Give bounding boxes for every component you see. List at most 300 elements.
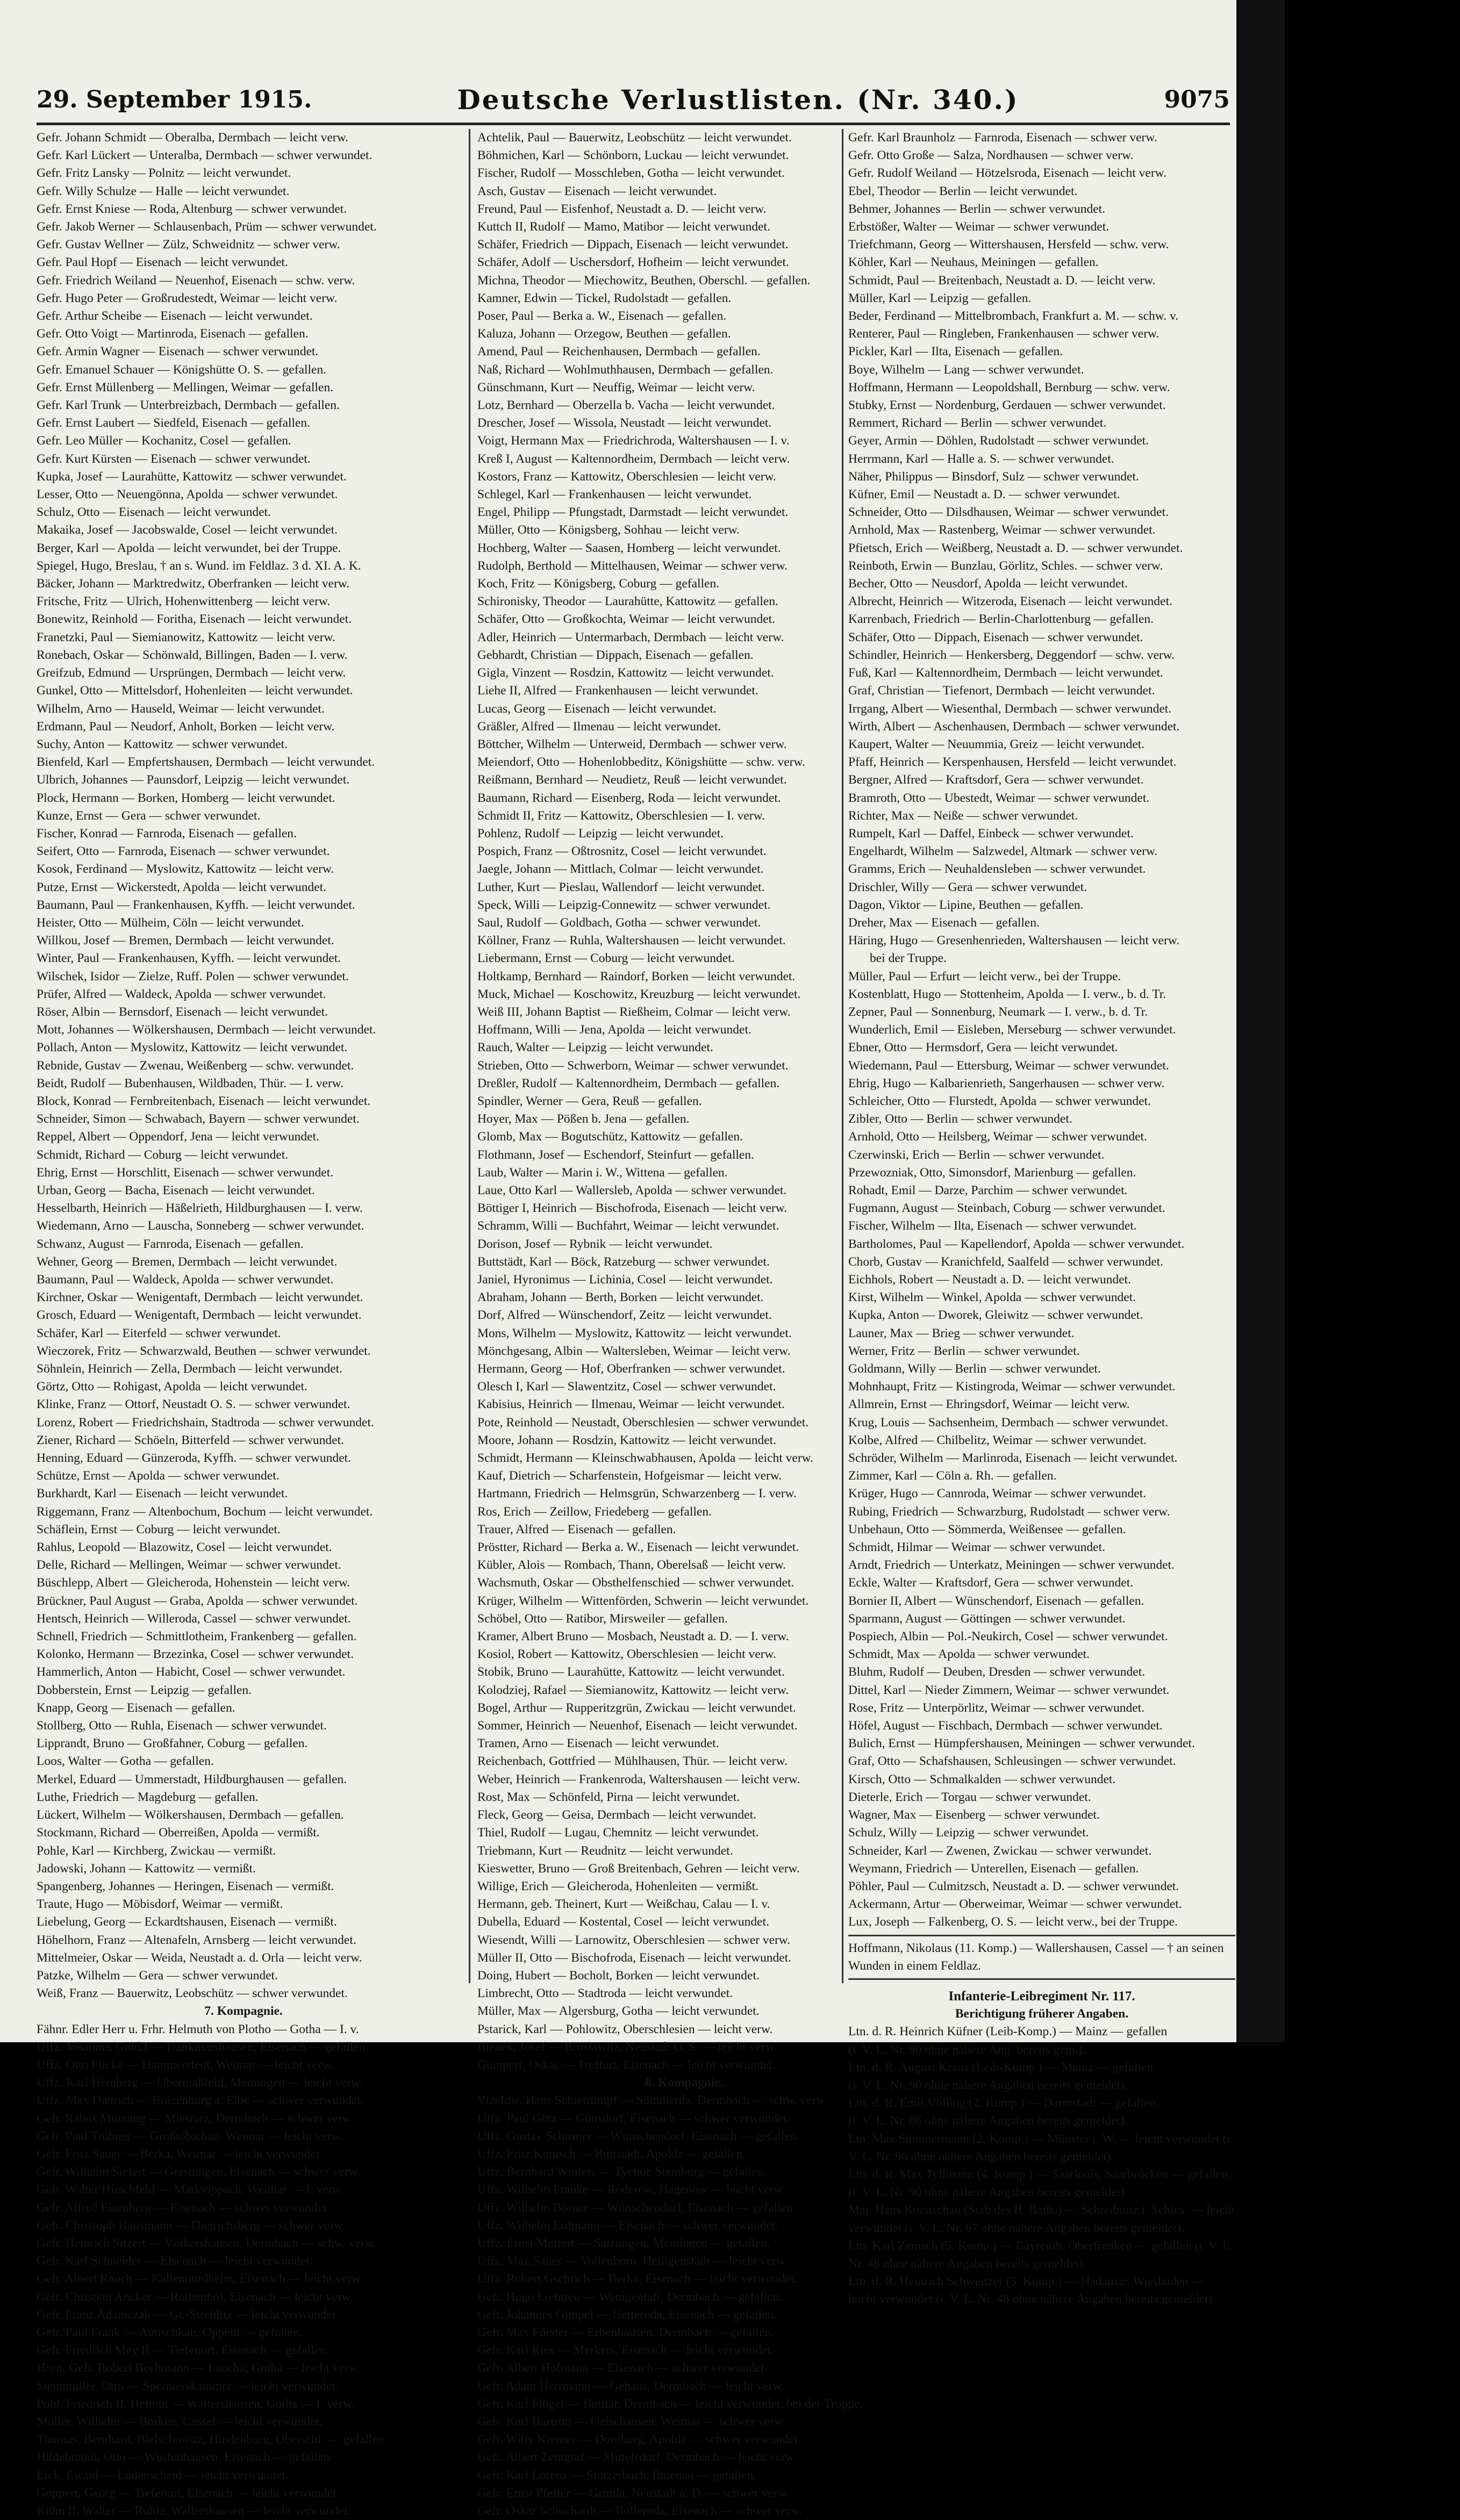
casualty-entry: Poser, Paul — Berka a. W., Eisenach — gefallen. [477,309,727,324]
casualty-entry: Uffz. Max Sauer — Vollenborn, Heiligenstadt — leicht verw. [477,2254,788,2268]
casualty-entry: Chorb, Gustav — Kranichfeld, Saalfeld — schwer verwundet. [848,1254,1164,1269]
casualty-entry: Pospich, Franz — Oßtrosnitz, Cosel — leicht verwundet. [477,844,767,859]
casualty-entry: Thiel, Rudolf — Lugau, Chemnitz — leicht verwundet. [477,1826,759,1840]
casualty-entry: Wunderlich, Emil — Eisleben, Merseburg — schwer verwundet. [848,1023,1176,1037]
casualty-entry: Höfel, August — Fischbach, Dermbach — schwer verwundet. [848,1719,1163,1733]
casualty-entry: Kostenblatt, Hugo — Stottenheim, Apolda — I. verw., b. d. Tr. [848,987,1166,1001]
casualty-entry: Pöhler, Paul — Culmitzsch, Neustadt a. D. — schwer verwundet. [848,1879,1179,1893]
casualty-entry: Gefr. Armin Wagner — Eisenach — schwer verwundet. [37,344,319,359]
casualty-entry: Schlegel, Karl — Frankenhausen — leicht verwundet. [477,487,752,502]
casualty-entry: Triebmann, Kurt — Reudnitz — leicht verwundet. [477,1843,733,1858]
header-rule [37,123,1230,125]
casualty-entry: Sparmann, August — Göttingen — schwer verwundet. [848,1611,1126,1626]
casualty-entry: Mönchgesang, Albin — Waltersleben, Weimar — leicht verw. [477,1344,791,1358]
correction-entry: (i. V. L. Nr. 90 ohne nähere Angaben bereits gemeldet). [848,2078,1128,2092]
casualty-entry: Gefr. Friedrich Mey II — Tiefenort, Eisenach — gefallen. [37,2343,330,2358]
casualty-entry: Dreher, Max — Eisenach — gefallen. [848,915,1040,930]
column-3 [848,129,1235,2307]
casualty-entry: Freund, Paul — Eisfenhof, Neustadt a. D. — leicht verw. [477,202,767,216]
casualty-entry: Mons, Wilhelm — Myslowitz, Kattowitz — leicht verwundet. [477,1326,792,1340]
casualty-entry: Graf, Christian — Tiefenort, Dermbach — leicht verwundet. [848,684,1155,698]
casualty-entry: Ackermann, Artur — Oberweimar, Weimar — schwer verwundet. [848,1897,1182,1912]
correction-entry: Ltn. d. R. Heinrich Küfner (Leib-Komp.) — Mainz — gefallen [848,2024,1168,2039]
casualty-entry: Stockmann, Richard — Oberreißen, Apolda — vermißt. [37,1826,320,1840]
casualty-entry: Weymann, Friedrich — Unterellen, Eisenach — gefallen. [848,1861,1139,1876]
casualty-entry: Behmer, Johannes — Berlin — schwer verwundet. [848,202,1106,216]
casualty-entry: Pohle, Karl — Kirchberg, Zwickau — vermißt. [37,1843,276,1858]
casualty-entry: Rost, Max — Schönfeld, Pirna — leicht verwundet. [477,1790,740,1804]
casualty-entry: Unbehaun, Otto — Sömmerda, Weißensee — gefallen. [848,1522,1126,1537]
casualty-entry: Gefr. Arthur Scheibe — Eisenach — leicht verwundet. [37,309,313,324]
casualty-entry: Gefr. Adam Herrmann — Gehaus, Dermbach — leicht verw. [477,2379,784,2393]
casualty-entry: Trauer, Alfred — Eisenach — gefallen. [477,1522,676,1537]
casualty-entry: Köllner, Franz — Ruhla, Waltershausen — leicht verwundet. [477,934,786,948]
casualty-entry: Liebelung, Georg — Eckardtshausen, Eisenach — vermißt. [37,1915,337,1929]
casualty-entry: Schnell, Friedrich — Schmittlotheim, Frankenberg — gefallen. [37,1629,357,1644]
header-date: 29. September 1915. [37,85,312,113]
casualty-entry: Laue, Otto Karl — Wallersleb, Apolda — schwer verwundet. [477,1183,787,1197]
casualty-entry: Gefr. Alfred Eisenberg — Eisenach — schwer verwundet. [37,2200,330,2215]
casualty-entry: Mohnhaupt, Fritz — Kistingroda, Weimar — schwer verwundet. [848,1380,1176,1394]
casualty-entry: Remmert, Richard — Berlin — schwer verwundet. [848,416,1107,430]
casualty-entry: Buttstädt, Karl — Böck, Ratzeburg — schwer verwundet. [477,1254,770,1269]
casualty-entry: Irrgang, Albert — Wiesenthal, Dermbach — schwer verwundet. [848,701,1172,716]
casualty-entry: Baumann, Paul — Waldeck, Apolda — schwer verwundet. [37,1273,334,1287]
casualty-entry: Willkou, Josef — Bremen, Dermbach — leicht verwundet. [37,934,334,948]
casualty-entry: Lesser, Otto — Neuengönna, Apolda — schwer verwundet. [37,487,338,502]
casualty-entry: Liebermann, Ernst — Coburg — leicht verwundet. [477,951,735,966]
casualty-entry: Bienfeld, Karl — Empfertshausen, Dermbach — leicht verwundet. [37,755,375,770]
casualty-entry: Wilschek, Isidor — Zielze, Ruff. Polen — schwer verwundet. [37,969,349,983]
casualty-entry: Dobberstein, Ernst — Leipzig — gefallen. [37,1683,252,1697]
casualty-entry: Horn. Gefr. Robert Bechmann — Laucha, Gotha — leicht verw. [37,2361,361,2375]
casualty-entry: Weiß, Franz — Bauerwitz, Leobschütz — schwer verwundet. [37,1986,348,2001]
casualty-entry: Adler, Heinrich — Untermarbach, Dermbach — leicht verw. [477,630,784,644]
regiment-117-list [848,2023,1235,2308]
casualty-entry: Janiel, Hyronimus — Lichinia, Cosel — leicht verwundet. [477,1273,773,1287]
casualty-entry: Ronebach, Oskar — Schönwald, Billingen, Baden — I. verw. [37,648,348,662]
casualty-entry: Erdmann, Paul — Neudorf, Anholt, Borken — leicht verw. [37,719,335,734]
correction-entry: Ltn. d. R. Heinrich Schweitzer (5. Komp.) — Hadamar, Wiesbaden — leicht verwundet (i. V. L. Nr. 48 ohne nähere Angaben bereits gemeldet). [848,2274,1216,2307]
casualty-entry: Kaluza, Johann — Orzegow, Beuthen — gefallen. [477,327,731,341]
casualty-entry: Hermann, Georg — Hof, Oberfranken — schwer verwundet. [477,1362,785,1376]
casualty-entry: Arndt, Friedrich — Unterkatz, Meiningen — schwer verwundet. [848,1558,1175,1573]
regiment-99-entry: Hoffmann, Nikolaus (11. Komp.) — Wallershausen, Cassel — † an seinen Wunden in einem Feldlaz. [848,1941,1224,1973]
casualty-entry: Gefr. Otto Große — Salza, Nordhausen — schwer verw. [848,148,1134,163]
casualty-entry: Allmrein, Ernst — Ehringsdorf, Weimar — leicht verw. [848,1397,1130,1412]
casualty-entry: Mott, Johannes — Wölkershausen, Dermbach — leicht verwundet. [37,1023,376,1037]
casualty-entry: Jaegle, Johann — Mittlach, Colmar — leicht verwundet. [477,862,764,877]
casualty-entry: Schöbel, Otto — Ratibor, Mirsweiler — gefallen. [477,1611,728,1626]
casualty-entry: Greifzub, Edmund — Ursprüngen, Dermbach — leicht verw. [37,666,346,680]
casualty-entry: Asch, Gustav — Eisenach — leicht verwundet. [477,184,717,198]
casualty-entry: Eckle, Walter — Kraftsdorf, Gera — schwer verwundet. [848,1576,1134,1590]
casualty-entry: Mittelmeier, Oskar — Weida, Neustadt a. d. Orla — leicht verw. [37,1950,362,1965]
casualty-entry: Gefr. Karl Trunk — Unterbreizbach, Dermbach — gefallen. [37,398,340,413]
casualty-entry: Kauf, Dietrich — Scharfenstein, Hofgeismar — leicht verw. [477,1469,782,1483]
casualty-entry: Gefr. Christian Ancker — Rothenhof, Eisenach — leicht verw. [37,2289,354,2304]
casualty-entry: Moore, Johann — Rosdzin, Kattowitz — leicht verwundet. [477,1433,777,1447]
casualty-entry: Boye, Wilhelm — Lang — schwer verwundet. [848,362,1084,377]
casualty-entry: Gefr. Oskar Schuchardt — Bolleroda, Eisenach — schwer verw. [477,2504,803,2518]
correction-entry: Ltn. d. R. Emil Völling (2. Komp.) — Darmstadt — gefallen [848,2096,1156,2110]
casualty-entry: Engelhardt, Wilhelm — Salzwedel, Altmark — schwer verw. [848,844,1158,859]
casualty-entry: Hartmann, Friedrich — Helmsgrün, Schwarzenberg — I. verw. [477,1487,797,1501]
casualty-entry: Gefr. Ernst Laubert — Siedfeld, Eisenach — gefallen. [37,416,310,430]
casualty-entry: Launer, Max — Brieg — schwer verwundet. [848,1326,1075,1340]
casualty-entry: Zepner, Paul — Sonnenburg, Neumark — I. verw., b. d. Tr. [848,1004,1148,1019]
casualty-entry: Gräßler, Alfred — Ilmenau — leicht verwundet. [477,719,721,734]
casualty-entry: Reinboth, Erwin — Bunzlau, Görlitz, Schles. — schwer verw. [848,558,1163,573]
casualty-entry: Gefr. Paul Trübner — Großtöbichau, Weimar — leicht verw. [37,2129,343,2143]
casualty-entry: Gefr. Ernst Pfeifer — Grimla, Neustadt a. D. — schwer verw. [477,2486,789,2500]
casualty-entry: Renterer, Paul — Ringleben, Frankenhausen — schwer verw. [848,327,1160,341]
casualty-entry: Pote, Reinhold — Neustadt, Oberschlesien — schwer verwundet. [477,1415,809,1430]
casualty-entry: Makaika, Josef — Jacobswalde, Cosel — leicht verwundet. [37,523,338,537]
casualty-entry: Reichenbach, Gottfried — Mühlhausen, Thür. — leicht verw. [477,1754,788,1769]
casualty-entry: Dorison, Josef — Rybnik — leicht verwundet. [477,1237,713,1251]
casualty-entry: Hentsch, Heinrich — Willeroda, Cassel — schwer verwundet. [37,1611,351,1626]
casualty-entry: Gefr. Karl Ries — Merkers, Eisenach — leicht verwundet. [477,2343,774,2358]
casualty-entry: Kirchner, Oskar — Wenigentaft, Dermbach — leicht verwundet. [37,1290,363,1305]
casualty-entry: Schironisky, Theodor — Laurahütte, Kattowitz — gefallen. [477,594,778,609]
company-heading: 7. Kompagnie. [204,2004,283,2019]
column-1 [37,129,450,2518]
casualty-entry: Becher, Otto — Neusdorf, Apolda — leicht verwundet. [848,577,1128,591]
casualty-entry: Pstarick, Karl — Pohlowitz, Oberschlesien — leicht verw. [477,2022,773,2036]
casualty-entry: Bartholomes, Paul — Kapellendorf, Apolda — schwer verwundet. [848,1237,1185,1251]
casualty-entry: Lipprandt, Bruno — Großfahner, Coburg — gefallen. [37,1736,308,1751]
casualty-entry: Holtkamp, Bernhard — Raindorf, Borken — leicht verwundet. [477,969,796,983]
casualty-entry: Kuttch II, Rudolf — Mamo, Matibor — leicht verwundet. [477,220,770,234]
casualty-entry: Plock, Hermann — Borken, Homberg — leicht verwundet. [37,791,335,805]
casualty-entry: Eick, Ewald — Lüdenscheid — leicht verwundet. [37,2468,289,2482]
casualty-entry: Pohlenz, Rudolf — Leipzig — leicht verwundet. [477,826,724,841]
section-rule [848,1935,1235,1936]
casualty-entry: Saul, Rudolf — Goldbach, Gotha — schwer verwundet. [477,915,761,930]
casualty-entry: Müller, Paul — Erfurt — leicht verw., bei der Truppe. [848,969,1121,983]
casualty-entry: Schindler, Heinrich — Henkersberg, Deggendorf — schw. verw. [848,648,1175,662]
casualty-entry: Schneider, Otto — Dilsdhausen, Weimar — schwer verwundet. [848,505,1169,520]
casualty-entry: Gefr. Karl Braunholz — Farnroda, Eisenach — schwer verw. [848,131,1157,145]
casualty-entry: Ehrig, Hugo — Kalbarienrieth, Sangerhausen — schwer verw. [848,1076,1165,1090]
casualty-entry: Kreß I, August — Kaltennordheim, Dermbach — leicht verw. [477,451,790,466]
casualty-entry: Gefr. Ernst Müllenberg — Mellingen, Weimar — gefallen. [37,380,333,394]
correction-entry: (i. V. L. Nr. 86 ohne nähere Angaben bereits gemeldet). [848,2114,1128,2128]
casualty-entry: Müller, Karl — Leipzig — gefallen. [848,291,1032,305]
casualty-entry: Czerwinski, Erich — Berlin — schwer verwundet. [848,1147,1105,1162]
casualty-entry: Seifert, Otto — Farnroda, Eisenach — schwer verwundet. [37,844,330,859]
correction-entry: Ltn. d. R. Max Tyllmann (4. Komp.) — Saarlouis, Saarbrücken — gefallen (i. V. L. Nr. 90 ohne nähere Angaben bereits gemeldet). [848,2167,1228,2200]
casualty-entry: Köhler, Karl — Neuhaus, Meiningen — gefallen. [848,255,1099,270]
casualty-entry: Gefr. Hugo Peter — Großrudestedt, Weimar — leicht verw. [37,291,338,305]
casualty-entry: Kosok, Ferdinand — Myslowitz, Kattowitz — leicht verw. [37,862,334,877]
casualty-entry: Wiesendt, Willi — Larnowitz, Oberschlesien — schwer verw. [477,1933,791,1947]
casualty-entry: Gefr. Albert Rauch — Kaltennordheim, Eisenach — leicht verw. [37,2272,363,2286]
casualty-entry: Kabisius, Heinrich — Ilmenau, Weimar — leicht verwundet. [477,1397,785,1412]
casualty-entry: Pfietsch, Erich — Weißberg, Neustadt a. D. — schwer verwundet. [848,541,1183,555]
casualty-entry: Söhnlein, Heinrich — Zella, Dermbach — leicht verwundet. [37,1362,343,1376]
casualty-entry: Wieczorek, Fritz — Schwarzwald, Beuthen — schwer verwundet. [37,1344,371,1358]
casualty-entry: Triefchmann, Georg — Wittershausen, Hersfeld — schw. verw. [848,238,1169,252]
casualty-entry: Hoffmann, Hermann — Leopoldshall, Bernburg — schw. verw. [848,380,1170,394]
casualty-entry: Gefr. Max Förster — Erbenhausen, Dermbach — gefallen. [477,2325,775,2339]
casualty-entry: Rahlus, Leopold — Blazowitz, Cosel — leicht verwundet. [37,1540,332,1555]
casualty-entry: Goppert, Georg — Tiefenort, Eisenach — leicht verwundet. [37,2486,340,2500]
section-rule [848,1978,1235,1980]
casualty-entry: Eichhols, Robert — Neustadt a. D. — leicht verwundet. [848,1273,1132,1287]
casualty-entry: Gefr. Karl Hartrott — Oelschausen, Weimar — schwer verw. [477,2415,786,2429]
casualty-entry: Hoyer, Max — Pößen b. Jena — gefallen. [477,1112,690,1126]
casualty-entry: Wehner, Georg — Bremen, Dermbach — leicht verwundet. [37,1254,338,1269]
casualty-entry: Patzke, Wilhelm — Gera — schwer verwundet. [37,1968,278,1983]
casualty-entry: Gefr. Willy Kremer — Dornburg, Apolda — schwer verwundet. [477,2432,801,2447]
casualty-entry: Gefr. Leo Müller — Kochanitz, Cosel — gefallen. [37,434,291,448]
casualty-entry: Loos, Walter — Gotha — gefallen. [37,1754,214,1769]
casualty-entry: Uffz. Otto Flicke — Hammerstedt, Weimar — leicht verw. [37,2057,334,2072]
casualty-entry: Müller, Wilhelm — Borken, Cassel — leicht verwundet. [37,2415,323,2429]
casualty-entry: Gefr. Johann Schmidt — Oberalba, Dermbach — leicht verw. [37,131,348,145]
casualty-entry: Gefr. Paul Frank — Autischkau, Oppeln — gefallen. [37,2325,303,2339]
casualty-entry: Stubky, Ernst — Nordenburg, Gerdauen — schwer verwundet. [848,398,1166,413]
casualty-entry: Heister, Otto — Mülheim, Cöln — leicht verwundet. [37,915,304,930]
casualty-entry: Fischer, Wilhelm — Ilta, Eisenach — schwer verwundet. [848,1219,1137,1233]
casualty-entry: Lückert, Wilhelm — Wölkershausen, Dermbach — gefallen. [37,1808,344,1822]
casualty-entry: Spiegel, Hugo, Breslau, † an s. Wund. im Feldlaz. 3 d. XI. A. K. [37,558,361,573]
casualty-entry: Naß, Richard — Wohlmuthhausen, Dermbach — gefallen. [477,362,774,377]
casualty-entry: Schäfer, Otto — Dippach, Eisenach — schwer verwundet. [848,630,1143,644]
casualty-entry: Gramms, Erich — Neuhaldensleben — schwer verwundet. [848,862,1146,877]
casualty-entry: Laub, Walter — Marin i. W., Wittena — gefallen. [477,1165,728,1180]
casualty-entry: Gefr. Wilhelm Siefert — Gerstungen, Eisenach — schwer verw. [37,2165,361,2179]
casualty-entry: Röser, Albin — Bernsdorf, Eisenach — leicht verwundet. [37,1004,328,1019]
casualty-entry: Gefr. Johannes Gimpel — Uetteroda, Eisenach — gefallen. [477,2307,777,2322]
casualty-entry: Uffz. Bernhard Winters — Tyehoe Steinburg — gefallen. [477,2165,767,2179]
casualty-entry: Wachsmuth, Oskar — Obsthelfenschied — schwer verwundet. [477,1576,795,1590]
header-title: Deutsche Verlustlisten. [457,83,845,116]
casualty-entry: Dieterle, Erich — Torgau — schwer verwundet. [848,1790,1091,1804]
casualty-entry: Gigla, Vinzent — Rosdzin, Kattowitz — leicht verwundet. [477,666,774,680]
casualty-entry: Gebhardt, Christian — Dippach, Eisenach — gefallen. [477,648,754,662]
casualty-entry: Olesch I, Karl — Slawentzitz, Cosel — schwer verwundet. [477,1380,776,1394]
header-issue: (Nr. 340.) [857,83,1019,116]
casualty-entry: Ziener, Richard — Schöeln, Bitterfeld — schwer verwundet. [37,1433,345,1447]
casualty-entry: Tramen, Arno — Eisenach — leicht verwundet. [477,1736,719,1751]
casualty-entry: Merkel, Eduard — Ummerstadt, Hildburghausen — gefallen. [37,1772,347,1786]
casualty-entry: Glomb, Max — Bogutschütz, Kattowitz — gefallen. [477,1130,743,1144]
correction-entry: (i. V. L. Nr. 90 ohne nähere Ang. bereits gem.). [848,2042,1086,2057]
casualty-entry: Fähnr. Edler Herr u. Frhr. Helmuth von Plotho — Gotha — I. v. [37,2022,359,2036]
casualty-entry: Abraham, Johann — Berth, Borken — leicht verwundet. [477,1290,764,1305]
casualty-entry: bei der Truppe. [870,951,947,966]
casualty-entry: Klinke, Franz — Ottorf, Neustadt O. S. — schwer verwundet. [37,1397,350,1412]
casualty-entry: Wiedemann, Paul — Ettersburg, Weimar — schwer verwundet. [848,1058,1169,1073]
casualty-entry: Schulz, Otto — Eisenach — leicht verwundet. [37,505,271,520]
casualty-entry: Wiedemann, Arno — Lauscha, Sonneberg — schwer verwundet. [37,1219,364,1233]
casualty-entry: Hildebrandt, Otto — Wüstenhausen, Eisenach — gefallen. [37,2450,333,2465]
casualty-entry: Rose, Fritz — Unterpörlitz, Weimar — schwer verwundet. [848,1700,1145,1715]
casualty-entry: Grosch, Eduard — Wenigentaft, Dermbach — leicht verwundet. [37,1308,362,1323]
casualty-entry: Pröstter, Richard — Berka a. W., Eisenach — leicht verwundet. [477,1540,799,1555]
casualty-entry: Riggemann, Franz — Altenbochum, Bochum — leicht verwundet. [37,1504,373,1519]
casualty-entry: Gefr. Albert Zentgraf — Mittelsdorf, Dermbach — leicht verw. [477,2450,797,2465]
casualty-entry: Urban, Georg — Bacha, Eisenach — leicht verwundet. [37,1183,315,1197]
casualty-entry: Meiendorf, Otto — Hohenlobbeditz, Königshütte — schw. verw. [477,755,805,770]
casualty-entry: Höhelhorn, Franz — Altenafeln, Arnsberg — leicht verwundet. [37,1933,356,1947]
casualty-entry: Dorf, Alfred — Wünschendorf, Zeitz — leicht verwundet. [477,1308,772,1323]
casualty-entry: Luther, Kurt — Pieslau, Wallendorf — leicht verwundet. [477,880,765,894]
casualty-entry: Prüfer, Alfred — Waldeck, Apolda — schwer verwundet. [37,987,326,1001]
casualty-entry: Bulich, Ernst — Hümpfershausen, Meiningen — schwer verwundet. [848,1736,1195,1751]
casualty-entry: Karrenbach, Friedrich — Berlin-Charlottenburg — gefallen. [848,612,1154,627]
casualty-entry: Rumpelt, Karl — Daffel, Einbeck — schwer verwundet. [848,826,1134,841]
casualty-entry: Gefr. Gustav Wellner — Zülz, Schweidnitz — schwer verw. [37,238,340,252]
casualty-entry: Kamner, Edwin — Tickel, Rudolstadt — gefallen. [477,291,732,305]
casualty-entry: Uffz. Fritz Kunisch — Buttstädt, Apolda — gefallen. [477,2146,746,2161]
casualty-entry: Uffz. Wilhelm Erdmann — Eisenach — schwer verwundet. [477,2218,779,2232]
casualty-entry: Pohl, Friedrich II, Helmut — Waltershausen, Gotha — I. verw. [37,2396,355,2411]
casualty-entry: Gefr. Emanuel Schauer — Königshütte O. S. — gefallen. [37,362,327,377]
casualty-entry: Schulz, Willy — Leipzig — schwer verwundet. [848,1826,1089,1840]
casualty-entry: Uffz. Karl Hemberg — Obermaßfeld, Meiningen — leicht verw. [37,2076,363,2090]
casualty-entry: Kolodziej, Rafael — Siemianowitz, Kattowitz — leicht verw. [477,1683,789,1697]
casualty-entry: Koch, Fritz — Königsberg, Coburg — gefallen. [477,577,720,591]
page-number: 9075 [1164,85,1230,113]
casualty-entry: Schäfer, Friedrich — Dippach, Eisenach — leicht verwundet. [477,238,789,252]
casualty-entry: Kunze, Ernst — Gera — schwer verwundet. [37,808,261,823]
page-header [37,81,1230,118]
casualty-entry: Gefr. Friedrich Weiland — Neuenhof, Eisenach — schw. verw. [37,273,355,288]
casualty-entry: Gefr. Albert Hofmann — Eisenach — schwer verwundet. [477,2361,768,2375]
casualty-entry: Przewozniak, Otto, Simonsdorf, Marienburg — gefallen. [848,1165,1136,1180]
casualty-entry: Schwanz, August — Farnroda, Eisenach — gefallen. [37,1237,304,1251]
casualty-entry: Stollberg, Otto — Ruhla, Eisenach — schwer verwundet. [37,1719,327,1733]
casualty-entry: Knapp, Georg — Eisenach — gefallen. [37,1700,235,1715]
casualty-entry: Jadowski, Johann — Kattowitz — vermißt. [37,1861,256,1876]
casualty-entry: Böttiger I, Heinrich — Bischofroda, Eisenach — leicht verw. [477,1201,788,1216]
casualty-entry: Michna, Theodor — Miechowitz, Beuthen, Oberschl. — gefallen. [477,273,811,288]
casualty-entry: Bramroth, Otto — Ubestedt, Weimar — schwer verwundet. [848,791,1150,805]
casualty-entry: Lucas, Georg — Eisenach — leicht verwundet. [477,701,717,716]
casualty-entry: Stobik, Bruno — Laurahütte, Kattowitz — leicht verwundet. [477,1665,785,1679]
casualty-entry: Ebner, Otto — Hermsdorf, Gera — leicht verwundet. [848,1040,1118,1055]
casualty-entry: Traute, Hugo — Möbisdorf, Weimar — vermißt. [37,1897,283,1912]
casualty-entry: Amend, Paul — Reichenhausen, Dermbach — gefallen. [477,344,761,359]
casualty-entry: Kupka, Josef — Laurahütte, Kattowitz — schwer verwundet. [37,469,347,484]
casualty-entry: Rubing, Friedrich — Schwarzburg, Rudolstadt — schwer verw. [848,1504,1170,1519]
casualty-entry: Beder, Ferdinand — Mittelbrombach, Frankfurt a. M. — schw. v. [848,309,1179,324]
casualty-entry: Herrmann, Karl — Halle a. S. — schwer verwundet. [848,451,1114,466]
casualty-entry: Engel, Philipp — Pfungstadt, Darmstadt — leicht verwundet. [477,505,789,520]
casualty-entry: Müller, Max — Algersburg, Gotha — leicht verwundet. [477,2004,760,2019]
casualty-entry: Baumann, Paul — Frankenhausen, Kyffh. — leicht verwundet. [37,898,355,912]
casualty-entry: Steinmüller, Otto — Spernierskammer — leicht verwundet. [37,2379,339,2393]
casualty-entry: Drescher, Josef — Wissola, Neustadt — leicht verwundet. [477,416,772,430]
casualty-entry: Kirst, Wilhelm — Winkel, Apolda — schwer verwundet. [848,1290,1136,1305]
casualty-entry: Schmidt, Hilmar — Weimar — schwer verwundet. [848,1540,1106,1555]
casualty-entry: Krüger, Hugo — Cannroda, Weimar — schwer verwundet. [848,1487,1147,1501]
casualty-entry: Zimmer, Karl — Cöln a. Rh. — gefallen. [848,1469,1057,1483]
casualty-entry: Geyer, Armin — Döhlen, Rudolstadt — schwer verwundet. [848,434,1149,448]
casualty-entry: Uffz. Robert Gschrich — Berka, Eisenach — leicht verwundet. [477,2272,798,2286]
company-heading: 8. Kompagnie. [645,2076,724,2090]
casualty-entry: Pollach, Anton — Myslowitz, Kattowitz — leicht verwundet. [37,1040,348,1055]
casualty-entry: Gefr. Paul Hopf — Eisenach — leicht verwundet. [37,255,288,270]
casualty-entry: Müller II, Otto — Bischofroda, Eisenach — leicht verwundet. [477,1950,792,1965]
casualty-entry: Spangenberg, Johannes — Heringen, Eisenach — vermißt. [37,1879,334,1893]
casualty-entry: Schröder, Wilhelm — Marlinroda, Eisenach — leicht verwundet. [848,1451,1178,1466]
casualty-entry: Suchy, Anton — Kattowitz — schwer verwundet. [37,737,288,751]
casualty-entry: Goldmann, Willy — Berlin — schwer verwundet. [848,1362,1101,1376]
casualty-entry: Arnhold, Otto — Heilsberg, Weimar — schwer verwundet. [848,1130,1147,1144]
casualty-entry: Kirsch, Otto — Schmalkalden — schwer verwundet. [848,1772,1116,1786]
casualty-entry: Ros, Erich — Zeillow, Friedeberg — gefallen. [477,1504,712,1519]
casualty-entry: Schäflein, Ernst — Coburg — leicht verwundet. [37,1522,281,1537]
column-2 [477,129,891,2518]
casualty-entry: Böhmichen, Karl — Schönborn, Luckau — leicht verwundet. [477,148,789,163]
casualty-entry: Gefr. Kurt Kürsten — Eisenach — schwer verwundet. [37,451,311,466]
casualty-entry: Schäfer, Otto — Großkochta, Weimar — leicht verwundet. [477,612,776,627]
casualty-entry: Gefr. Walter Hirschfeld — Markvippach, Weimar — I. verw. [37,2182,344,2197]
casualty-entry: Kübler, Alois — Rombach, Thann, Oberelsaß — leicht verw. [477,1558,786,1573]
casualty-entry: Schmidt, Max — Apolda — schwer verwundet. [848,1647,1090,1662]
casualty-entry: Zibler, Otto — Berlin — schwer verwundet. [848,1112,1072,1126]
casualty-entry: Lorenz, Robert — Friedrichshain, Stadtroda — schwer verwundet. [37,1415,374,1430]
casualty-entry: Häring, Hugo — Gresenhenrieden, Waltershausen — leicht verw. [848,934,1180,948]
correction-entry: Ltn. Karl Zemsch (5. Komp.) — Bayreuth, Oberfranken — gefallen (i. V. L. Nr. 48 ohne nähere Angaben bereits gemeldet). [848,2238,1234,2271]
casualty-entry: Gumpert, Oskar — Treffurt, Eisenach — leicht verwundet. [477,2057,776,2072]
casualty-entry: Bornier II, Albert — Wünschendorf, Eisenach — gefallen. [848,1593,1144,1608]
casualty-entry: Görtz, Otto — Rohigast, Apolda — leicht verwundet. [37,1380,307,1394]
casualty-entry: Sommer, Heinrich — Neuenhof, Eisenach — leicht verwundet. [477,1719,798,1733]
casualty-entry: Gefr. Karl Schneider — Eisenach — leicht verwundet. [37,2254,313,2268]
casualty-entry: Willige, Erich — Gleicheroda, Hohenleiten — vermißt. [477,1879,759,1893]
casualty-entry: Müller, Otto — Königsberg, Sohhau — leicht verw. [477,523,740,537]
casualty-entry: Uffz. Paul Götz — Günsdorf, Eisenach — schwer verwundet. [477,2111,790,2126]
casualty-entry: Kolbe, Alfred — Chilbelitz, Weimar — schwer verwundet. [848,1433,1147,1447]
header-center [457,84,1019,116]
casualty-entry: Schneider, Simon — Schwabach, Bayern — schwer verwundet. [37,1112,360,1126]
casualty-entry: Küfner, Emil — Neustadt a. D. — schwer verwundet. [848,487,1120,502]
casualty-entry: Gefr. Rabus Mützung — Miesrarz, Dermbach — schwer verw. [37,2111,354,2126]
casualty-entry: Lotz, Bernhard — Oberzella b. Vacha — leicht verwundet. [477,398,775,413]
casualty-entry: Muck, Michael — Koschowitz, Kreuzburg — leicht verwundet. [477,987,801,1001]
casualty-entry: Dagon, Viktor — Lipine, Beuthen — gefallen. [848,898,1084,912]
casualty-entry: Kupka, Anton — Dworek, Gleiwitz — schwer verwundet. [848,1308,1143,1323]
casualty-entry: Fischer, Rudolf — Mosschleben, Gotha — leicht verwundet. [477,166,785,181]
casualty-entry: Lux, Joseph — Falkenberg, O. S. — leicht verw., bei der Truppe. [848,1915,1178,1929]
casualty-entry: Gefr. Willy Schulze — Halle — leicht verwundet. [37,184,290,198]
column-3-list [848,129,1235,1932]
casualty-entry: Werner, Fritz — Berlin — schwer verwundet. [848,1344,1080,1358]
casualty-entry: Wilhelm, Arno — Hauseld, Weimar — leicht verwundet. [37,701,325,716]
correction-entry: Ltn. Max Sümmermann (2. Komp.) — Münster i. W. — leicht verwundet (i. V. L. Nr. 90 ohne nähere Angaben bereits gemeldet). [848,2131,1234,2164]
casualty-entry: Schmidt, Richard — Coburg — leicht verwundet. [37,1147,289,1162]
casualty-entry: Wagner, Max — Eisenberg — schwer verwundet. [848,1808,1100,1822]
casualty-entry: Uffz. Wilhelm Börner — Wünschendorf, Eisenach — gefallen. [477,2200,796,2215]
casualty-entry: Reißmann, Bernhard — Neudietz, Reuß — leicht verwundet. [477,773,787,787]
casualty-entry: Speck, Willi — Leipzig-Connewitz — schwer verwundet. [477,898,771,912]
casualty-entry: Ebel, Theodor — Berlin — leicht verwundet. [848,184,1078,198]
casualty-entry: Henning, Eduard — Günzeroda, Kyffh. — schwer verwundet. [37,1451,351,1466]
casualty-entry: Krug, Louis — Sachsenheim, Dermbach — schwer verwundet. [848,1415,1169,1430]
casualty-entry: Berger, Karl — Apolda — leicht verwundet, bei der Truppe. [37,541,341,555]
regiment-117-subtitle: Berichtigung früherer Angaben. [955,2007,1129,2021]
casualty-entry: Schneider, Karl — Zwenen, Zwickau — schwer verwundet. [848,1843,1152,1858]
casualty-entry: Gefr. Jakob Werner — Schlausenbach, Prüm — schwer verwundet. [37,220,377,234]
casualty-entry: Kostors, Franz — Kattowitz, Oberschlesien — leicht verw. [477,469,776,484]
casualty-entry: Bonewitz, Reinhold — Foritha, Eisenach — leicht verwundet. [37,612,352,627]
